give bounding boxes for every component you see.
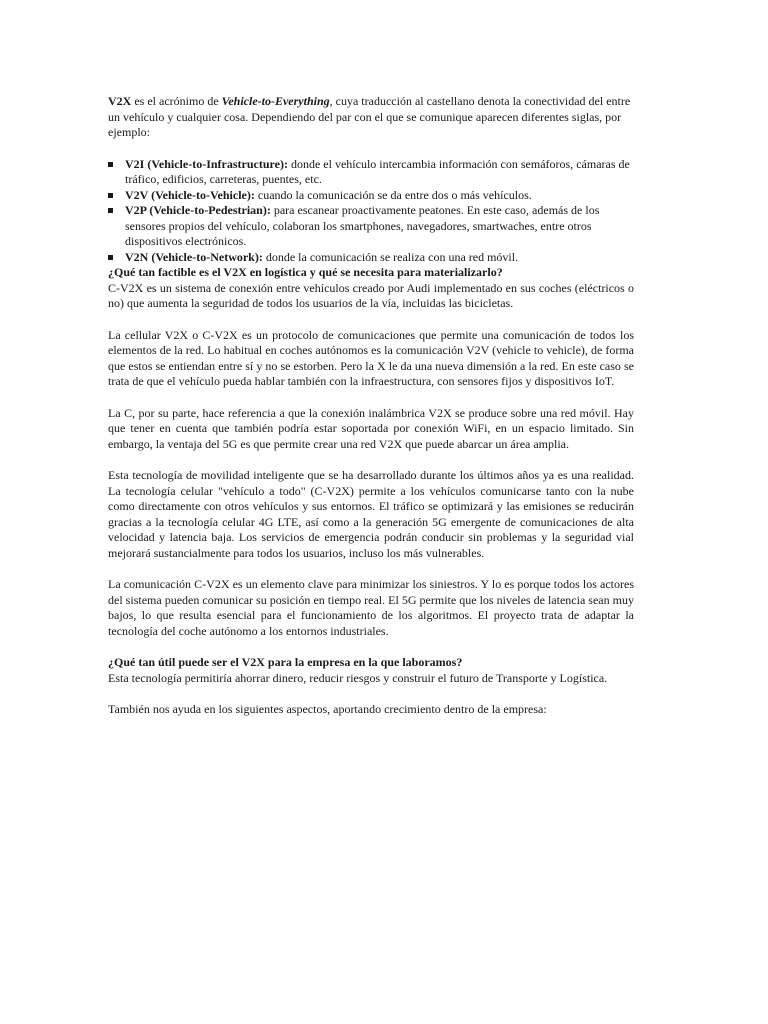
- intro-text-a: es el acrónimo de: [131, 94, 222, 108]
- list-item-text: para escanear proactivamente peatones. En este caso, además de los sensores propios del vehículo, colaboran los smartphones, navegadores, smartwaches, entre otros dispositivos electrónicos.: [125, 203, 600, 248]
- list-item-term: V2N (Vehicle-to-Network):: [125, 249, 263, 264]
- document-page: [108, 94, 634, 734]
- paragraph: La comunicación C-V2X es un elemento clave para minimizar los siniestros. Y lo es porque todos los actores del sistema pueden comunicar su posición en tiempo real. El 5G permite que los niveles de latencia sean muy bajos, lo que resulta esencial para el funcionamiento de los algoritmos. El proyecto trata de adaptar la tecnología del coche autónomo a los entornos industriales.: [108, 577, 634, 638]
- list-item-text: cuando la comunicación se da entre dos o más vehículos.: [254, 187, 532, 202]
- list-item-term: V2V (Vehicle-to-Vehicle):: [125, 187, 255, 202]
- section-heading-usefulness: ¿Qué tan útil puede ser el V2X para la empresa en la que laboramos?: [108, 655, 463, 669]
- list-item-text: donde el vehículo intercambia información con semáforos, cámaras de tráfico, edificios, carreteras, puentes, etc.: [125, 156, 630, 186]
- intro-text-b: , cuya traducción al castellano denota la conectividad del entre un vehículo y cualquier cosa. Dependiendo del par con el que se comunique aparecen diferentes siglas, por ejemplo:: [108, 94, 631, 139]
- paragraph: La cellular V2X o C-V2X es un protocolo de comunicaciones que permite una comunicación de todos los elementos de la red. Lo habitual en coches autónomos es la comunicación V2V (vehicle to vehicle), de forma que estos se entiendan entre sí y no se estorben. Pero la X le da una nueva dimensión a la red. En este caso se trata de que el vehículo pueda hablar también con la infraestructura, con sensores fijos y dispositivos IoT.: [108, 327, 634, 388]
- paragraph: También nos ayuda en los siguientes aspectos, aportando crecimiento dentro de la empresa:: [108, 702, 547, 716]
- paragraph: Esta tecnología de movilidad inteligente que se ha desarrollado durante los últimos años ya es una realidad. La tecnología celular "vehículo a todo" (C-V2X) permite a los vehículos comunicarse tanto con la nube como directamente con otros vehículos y sus entornos. El tráfico se optimizará y las emisiones se reducirán gracias a la tecnología celular 4G LTE, así como a la generación 5G emergente de comunicaciones de alta velocidad y latencia baja. Los servicios de emergencia podrán conducir sin problemas y la seguridad vial mejorará sustancialmente para todos los usuarios, incluso los más vulnerables.: [108, 468, 634, 560]
- list-item: [108, 203, 634, 250]
- intro-paragraph: [108, 94, 634, 141]
- v2x-types-list: [108, 157, 634, 266]
- list-item: [108, 157, 634, 188]
- square-bullet-icon: [108, 208, 113, 213]
- list-item: [108, 250, 634, 266]
- square-bullet-icon: [108, 162, 113, 167]
- list-item-text: donde la comunicación se realiza con una red móvil.: [262, 249, 519, 264]
- intro-term: V2X: [108, 94, 132, 108]
- list-item: [108, 188, 634, 204]
- intro-term-full: Vehicle-to-Everything: [221, 94, 330, 108]
- list-item-term: V2P (Vehicle-to-Pedestrian):: [125, 203, 271, 217]
- paragraph: La C, por su parte, hace referencia a que la conexión inalámbrica V2X se produce sobre una red móvil. Hay que tener en cuenta que también podría estar soportada por conexión WiFi, en un espacio limitado. Sin embargo, la ventaja del 5G es que permite crear una red V2X que puede abarcar un área amplia.: [108, 405, 634, 451]
- paragraph: Esta tecnología permitiría ahorrar dinero, reducir riesgos y construir el futuro de Transporte y Logística.: [108, 670, 608, 685]
- list-item-term: V2I (Vehicle-to-Infrastructure):: [125, 156, 288, 171]
- paragraph: C-V2X es un sistema de conexión entre vehículos creado por Audi implementado en sus coches (eléctricos o no) que aumenta la seguridad de todos los usuarios de la vía, incluidas las bicicletas.: [108, 280, 634, 310]
- section-heading-feasibility: ¿Qué tan factible es el V2X en logística y qué se necesita para materializarlo?: [108, 265, 503, 279]
- square-bullet-icon: [108, 193, 113, 198]
- square-bullet-icon: [108, 255, 113, 260]
